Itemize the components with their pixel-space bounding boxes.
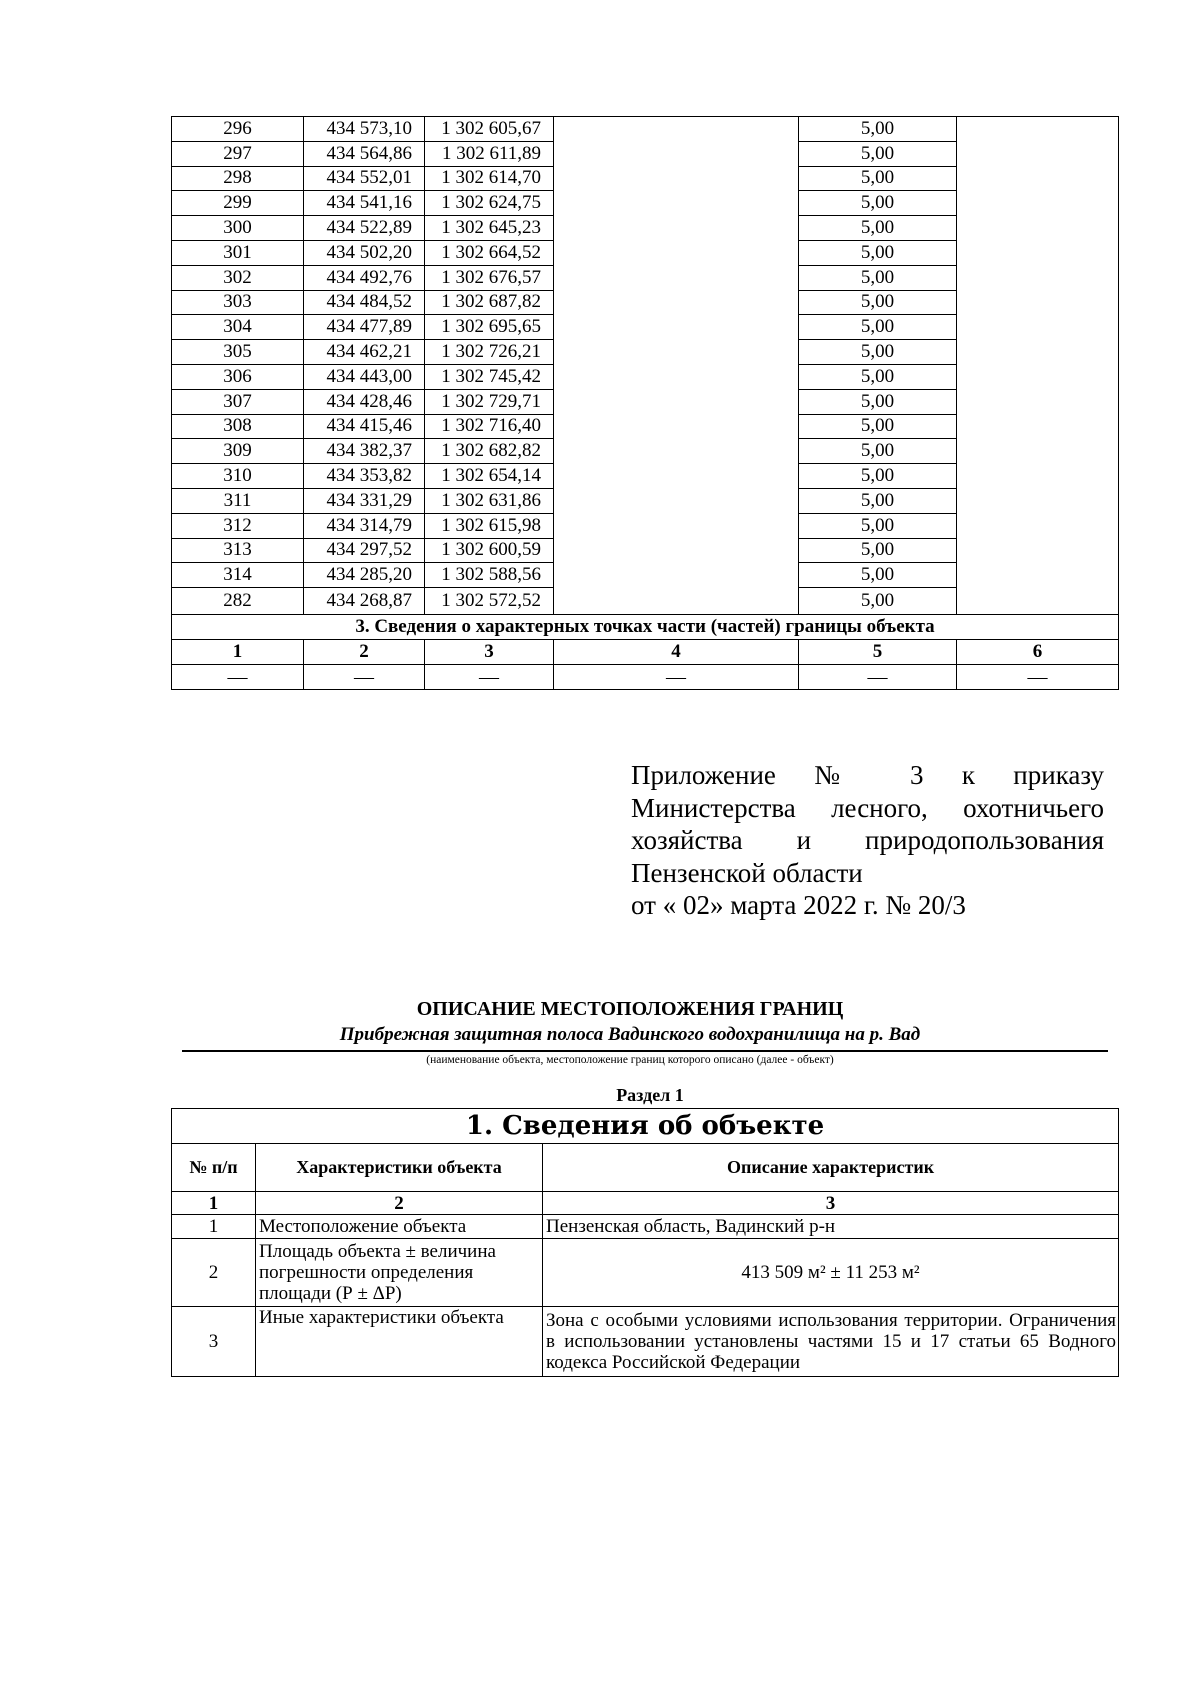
object-table-title-row	[172, 1109, 1119, 1144]
column-number: 5	[799, 640, 957, 665]
coordinate-row	[172, 290, 1119, 315]
column-number: 2	[304, 640, 425, 665]
coordinate-x: 434 522,89	[304, 216, 425, 241]
coordinate-x: 434 331,29	[304, 488, 425, 513]
position-error: 5,00	[799, 464, 957, 489]
coordinate-y: 1 302 676,57	[425, 265, 554, 290]
point-number: 307	[172, 389, 304, 414]
object-table-row	[172, 1239, 1119, 1307]
coordinate-y: 1 302 600,59	[425, 538, 554, 563]
coordinate-row	[172, 216, 1119, 241]
empty-cell	[554, 117, 799, 142]
coordinate-row	[172, 563, 1119, 588]
empty-cell	[554, 389, 799, 414]
empty-value-dash: —	[425, 665, 554, 690]
empty-cell	[957, 513, 1119, 538]
point-number: 306	[172, 364, 304, 389]
empty-cell	[957, 488, 1119, 513]
coordinate-row	[172, 414, 1119, 439]
coordinate-x: 434 564,86	[304, 141, 425, 166]
empty-cell	[554, 166, 799, 191]
coordinate-y: 1 302 687,82	[425, 290, 554, 315]
point-number: 313	[172, 538, 304, 563]
empty-cell	[554, 315, 799, 340]
row-characteristic: Площадь объекта ± величина погрешности определения площади (Р ± ΔР)	[256, 1239, 543, 1307]
object-table-title: 1. Сведения об объекте	[172, 1109, 1119, 1144]
coordinate-y: 1 302 682,82	[425, 439, 554, 464]
empty-cell	[554, 439, 799, 464]
coordinate-y: 1 302 729,71	[425, 389, 554, 414]
position-error: 5,00	[799, 538, 957, 563]
empty-cell	[554, 340, 799, 365]
coordinate-x: 434 552,01	[304, 166, 425, 191]
empty-cell	[957, 563, 1119, 588]
coordinate-x: 434 502,20	[304, 240, 425, 265]
header-characteristics: Характеристики объекта	[256, 1144, 543, 1192]
empty-cell	[957, 191, 1119, 216]
empty-cell	[554, 414, 799, 439]
coordinate-y: 1 302 611,89	[425, 141, 554, 166]
coordinates-table-body	[172, 117, 1119, 615]
coordinate-x: 434 382,37	[304, 439, 425, 464]
coordinate-row	[172, 538, 1119, 563]
row-number: 3	[172, 1307, 256, 1377]
object-table-header-row	[172, 1144, 1119, 1192]
coordinate-x: 434 285,20	[304, 563, 425, 588]
section3-empty-row	[172, 665, 1119, 690]
coordinate-row	[172, 191, 1119, 216]
row-description: 413 509 м² ± 11 253 м²	[543, 1239, 1119, 1307]
object-name-caption: (наименование объекта, местоположение границ которого описано (далее - объект)	[426, 1054, 834, 1066]
empty-cell	[554, 265, 799, 290]
object-name: Прибрежная защитная полоса Вадинского водохранилища на р. Вад	[339, 1024, 921, 1045]
coordinate-row	[172, 513, 1119, 538]
point-number: 296	[172, 117, 304, 142]
coordinate-x: 434 477,89	[304, 315, 425, 340]
object-table-column-numbers-row	[172, 1192, 1119, 1215]
empty-cell	[957, 117, 1119, 142]
position-error: 5,00	[799, 265, 957, 290]
empty-cell	[554, 588, 799, 615]
appendix-line: Министерства лесного, охотничьего	[631, 792, 1104, 823]
empty-value-dash: —	[957, 665, 1119, 690]
coordinate-x: 434 573,10	[304, 117, 425, 142]
column-number: 1	[172, 1192, 256, 1215]
coordinate-row	[172, 166, 1119, 191]
coordinate-y: 1 302 588,56	[425, 563, 554, 588]
row-number: 2	[172, 1239, 256, 1307]
point-number: 308	[172, 414, 304, 439]
position-error: 5,00	[799, 389, 957, 414]
empty-cell	[957, 141, 1119, 166]
coordinate-y: 1 302 614,70	[425, 166, 554, 191]
position-error: 5,00	[799, 364, 957, 389]
point-number: 303	[172, 290, 304, 315]
point-number: 304	[172, 315, 304, 340]
section3-header-row	[172, 615, 1119, 640]
empty-cell	[957, 315, 1119, 340]
point-number: 305	[172, 340, 304, 365]
point-number: 312	[172, 513, 304, 538]
row-number: 1	[172, 1215, 256, 1239]
coordinate-row	[172, 464, 1119, 489]
row-description: Зона с особыми условиями использования территории. Ограничения в использовании установлены частями 15 и 17 статьи 65 Водного кодекса Российской Федерации	[543, 1307, 1119, 1377]
point-number: 282	[172, 588, 304, 615]
coordinate-row	[172, 439, 1119, 464]
empty-cell	[554, 191, 799, 216]
empty-cell	[554, 141, 799, 166]
point-number: 314	[172, 563, 304, 588]
position-error: 5,00	[799, 240, 957, 265]
empty-value-dash: —	[554, 665, 799, 690]
empty-cell	[957, 166, 1119, 191]
point-number: 299	[172, 191, 304, 216]
coordinate-x: 434 443,00	[304, 364, 425, 389]
position-error: 5,00	[799, 315, 957, 340]
position-error: 5,00	[799, 117, 957, 142]
coordinate-y: 1 302 631,86	[425, 488, 554, 513]
coordinate-y: 1 302 624,75	[425, 191, 554, 216]
point-number: 302	[172, 265, 304, 290]
position-error: 5,00	[799, 588, 957, 615]
position-error: 5,00	[799, 216, 957, 241]
coordinate-row	[172, 364, 1119, 389]
object-table-row	[172, 1215, 1119, 1239]
document-title: ОПИСАНИЕ МЕСТОПОЛОЖЕНИЯ ГРАНИЦ	[416, 998, 844, 1020]
point-number: 310	[172, 464, 304, 489]
point-number: 298	[172, 166, 304, 191]
position-error: 5,00	[799, 290, 957, 315]
position-error: 5,00	[799, 166, 957, 191]
coordinate-y: 1 302 572,52	[425, 588, 554, 615]
coordinate-x: 434 353,82	[304, 464, 425, 489]
coordinate-row	[172, 389, 1119, 414]
position-error: 5,00	[799, 563, 957, 588]
coordinate-y: 1 302 645,23	[425, 216, 554, 241]
coordinate-y: 1 302 664,52	[425, 240, 554, 265]
row-description: Пензенская область, Вадинский р-н	[543, 1215, 1119, 1239]
empty-cell	[957, 340, 1119, 365]
column-number: 2	[256, 1192, 543, 1215]
empty-cell	[957, 439, 1119, 464]
appendix-reference	[631, 759, 1104, 922]
object-table-row	[172, 1307, 1119, 1377]
coordinate-y: 1 302 605,67	[425, 117, 554, 142]
column-number: 3	[543, 1192, 1119, 1215]
empty-value-dash: —	[799, 665, 957, 690]
empty-cell	[554, 290, 799, 315]
point-number: 300	[172, 216, 304, 241]
empty-cell	[957, 265, 1119, 290]
section3-title: 3. Сведения о характерных точках части (частей) границы объекта	[172, 615, 1119, 640]
position-error: 5,00	[799, 340, 957, 365]
empty-cell	[554, 240, 799, 265]
coordinate-row	[172, 340, 1119, 365]
appendix-line: Приложение № 3 к приказу	[631, 760, 1104, 790]
coordinates-table	[171, 116, 1119, 690]
empty-cell	[957, 240, 1119, 265]
empty-cell	[957, 538, 1119, 563]
header-number: № п/п	[172, 1144, 256, 1192]
object-info-table	[171, 1108, 1119, 1377]
appendix-line: от « 02» марта 2022 г. № 20/3	[631, 890, 966, 920]
coordinate-row	[172, 588, 1119, 615]
empty-value-dash: —	[304, 665, 425, 690]
empty-cell	[957, 414, 1119, 439]
empty-cell	[957, 290, 1119, 315]
coordinate-x: 434 462,21	[304, 340, 425, 365]
position-error: 5,00	[799, 513, 957, 538]
row-characteristic: Местоположение объекта	[256, 1215, 543, 1239]
position-error: 5,00	[799, 141, 957, 166]
coordinate-x: 434 415,46	[304, 414, 425, 439]
empty-cell	[957, 389, 1119, 414]
coordinate-row	[172, 141, 1119, 166]
section3-block	[172, 615, 1119, 690]
underline-divider	[182, 1050, 1108, 1052]
column-number: 6	[957, 640, 1119, 665]
empty-cell	[554, 364, 799, 389]
point-number: 297	[172, 141, 304, 166]
coordinate-y: 1 302 695,65	[425, 315, 554, 340]
coordinate-y: 1 302 716,40	[425, 414, 554, 439]
empty-cell	[957, 216, 1119, 241]
empty-cell	[957, 588, 1119, 615]
column-number: 3	[425, 640, 554, 665]
position-error: 5,00	[799, 488, 957, 513]
coordinate-row	[172, 265, 1119, 290]
empty-cell	[957, 364, 1119, 389]
coordinate-x: 434 314,79	[304, 513, 425, 538]
coordinate-row	[172, 240, 1119, 265]
position-error: 5,00	[799, 191, 957, 216]
coordinate-y: 1 302 654,14	[425, 464, 554, 489]
point-number: 309	[172, 439, 304, 464]
position-error: 5,00	[799, 414, 957, 439]
coordinate-x: 434 297,52	[304, 538, 425, 563]
position-error: 5,00	[799, 439, 957, 464]
appendix-line: Пензенской области	[631, 857, 863, 888]
coordinate-y: 1 302 615,98	[425, 513, 554, 538]
empty-cell	[554, 488, 799, 513]
coordinate-x: 434 428,46	[304, 389, 425, 414]
empty-cell	[554, 513, 799, 538]
empty-value-dash: —	[172, 665, 304, 690]
empty-cell	[554, 216, 799, 241]
point-number: 301	[172, 240, 304, 265]
row-characteristic: Иные характеристики объекта	[256, 1307, 543, 1377]
coordinate-y: 1 302 745,42	[425, 364, 554, 389]
coordinate-x: 434 492,76	[304, 265, 425, 290]
column-number: 1	[172, 640, 304, 665]
section-label: Раздел 1	[616, 1085, 684, 1105]
coordinate-row	[172, 117, 1119, 142]
empty-cell	[554, 563, 799, 588]
appendix-line: хозяйства и природопользования	[631, 825, 1104, 855]
coordinate-x: 434 268,87	[304, 588, 425, 615]
coordinate-x: 434 541,16	[304, 191, 425, 216]
coordinate-row	[172, 488, 1119, 513]
coordinate-row	[172, 315, 1119, 340]
empty-cell	[554, 538, 799, 563]
point-number: 311	[172, 488, 304, 513]
header-description: Описание характеристик	[543, 1144, 1119, 1192]
empty-cell	[554, 464, 799, 489]
coordinate-y: 1 302 726,21	[425, 340, 554, 365]
coordinate-x: 434 484,52	[304, 290, 425, 315]
column-number: 4	[554, 640, 799, 665]
section3-column-numbers-row	[172, 640, 1119, 665]
empty-cell	[957, 464, 1119, 489]
